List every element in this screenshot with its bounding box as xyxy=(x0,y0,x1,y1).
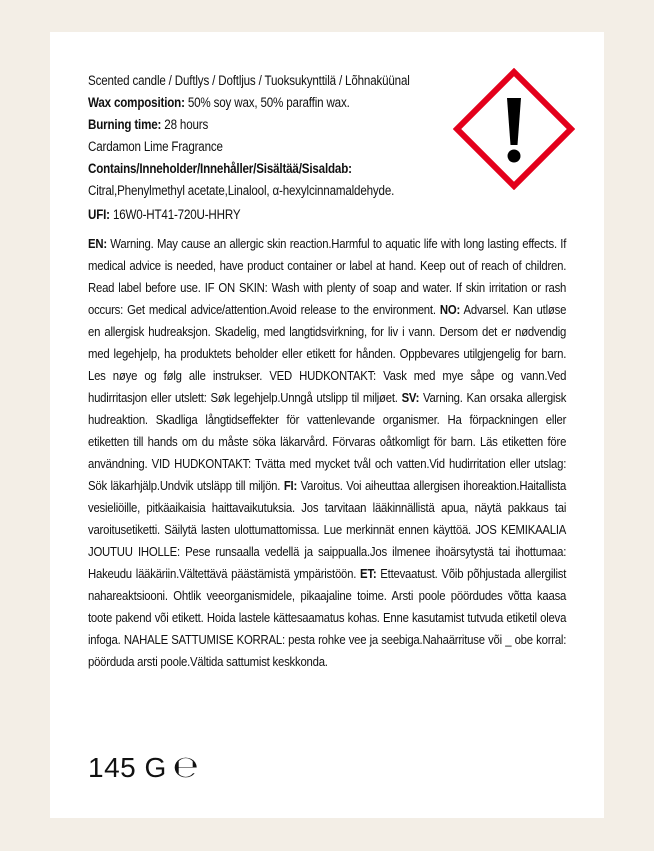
warning-no-text: Advarsel. Kan utløse en allergisk hudreaksjon. Skadelig, med langtidsvirkning, for liv i vann. Dersom det er nødvendig med legehjelp, ha produktets beholder eller etikett for hånden. Oppbevares utilgjengelig for barn. Les nøye og følg alle instrukser. VED HUDKONTAKT: Vask med mye såpe og vann.Ved hudirritasjon eller utslett: Søk legehjelp.Unngå utslipp til miljøet. xyxy=(88,302,567,405)
candle-label xyxy=(50,32,604,818)
burning-time xyxy=(88,114,466,136)
warning-en-label: EN: xyxy=(88,236,107,251)
warning-no-label: NO: xyxy=(439,302,461,317)
ufi-value: 16W0-HT41-720U-HHRY xyxy=(109,207,241,222)
burning-value: 28 hours xyxy=(161,117,209,132)
ufi-label: UFI: xyxy=(88,207,110,222)
wax-value: 50% soy wax, 50% paraffin wax. xyxy=(184,95,350,110)
warning-fi-text: Varoitus. Voi aiheuttaa allergisen ihoreaktion.Haitallista vesieliöille, pitkäaikaisia haittavaikutuksia. Jos tarvitaan lääkinnällistä apua, näytä pakkaus tai varoitusetiketti. Säilytä lasten ulottumattomissa. Lue merkinnät ennen käyttöä. JOS KEMIKAALIA JOUTUU IHOLLE: Pese runsaalla vedellä ja saippualla.Jos ilmenee ihoärsytystä tai ihottumaa: Hakeudu lääkäriin.Vältettävä päästämistä ympäristöön. xyxy=(88,478,567,581)
warning-sv-text: Varning. Kan orsaka allergisk hudreaktion. Skadliga långtidseffekter för vattenlevande organismer. Ha förpackningen eller etiketten till hands om du måste söka läkarvård. Förvaras oåtkomligt för barn. Läs etiketten före användning. VID HUDKONTAKT: Tvätta med mycket tvål och vatten.Vid hudirritation eller utslag: Sök läkarhjälp.Undvik utsläpp till miljön. xyxy=(88,390,567,493)
warning-fi-label: FI: xyxy=(283,478,298,493)
net-weight xyxy=(88,750,199,785)
exclamation-mark-hazard-icon xyxy=(453,68,575,190)
fragrance-name: Cardamon Lime Fragrance xyxy=(88,139,223,154)
warning-et-text: Ettevaatust. Võib põhjustada allergilist nahareaktsiooni. Ohtlik veeorganismidele, pikaajaline toime. Arsti poole pöördudes võtta kaasa toote pakend või etikett. Hoida lastele kättesaamatus kohas. Enne kasutamist tutvuda etiketil oleva infoga. NAHALE SATTUMISE KORRAL: pesta rohke vee ja seebiga.Nahaärrituse või _ obe korral: pöörduda arsti poole.Vältida sattumist keskkonda. xyxy=(88,566,567,669)
contains-label: Contains/Inneholder/Innehåller/Sisältää/Sisaldab: xyxy=(88,161,352,176)
warning-sv-label: SV: xyxy=(401,390,420,405)
wax-label: Wax composition: xyxy=(88,95,185,110)
wax-composition xyxy=(88,92,466,114)
safety-warnings xyxy=(88,233,566,673)
estimated-sign-icon: ℮ xyxy=(172,750,199,785)
product-line: Scented candle / Duftlys / Doftljus / Tuoksukynttilä / Lõhnaküünal xyxy=(88,73,410,88)
label-header xyxy=(88,70,468,226)
burning-label: Burning time: xyxy=(88,117,162,132)
contains-heading xyxy=(88,158,466,180)
net-weight-value: 145 G xyxy=(88,751,167,783)
contains-value: Citral,Phenylmethyl acetate,Linalool, α-hexylcinnamaldehyde. xyxy=(88,183,395,198)
ufi-code xyxy=(88,204,466,226)
warning-et-label: ET: xyxy=(360,566,377,581)
warning-en-text: Warning. May cause an allergic skin reaction.Harmful to aquatic life with long lasting effects. If medical advice is needed, have product container or label at hand. Keep out of reach of children. Read label before use. IF ON SKIN: Wash with plenty of soap and water. If skin irritation or rash occurs: Get medical advice/attention.Avoid release to the environment. xyxy=(88,236,567,317)
